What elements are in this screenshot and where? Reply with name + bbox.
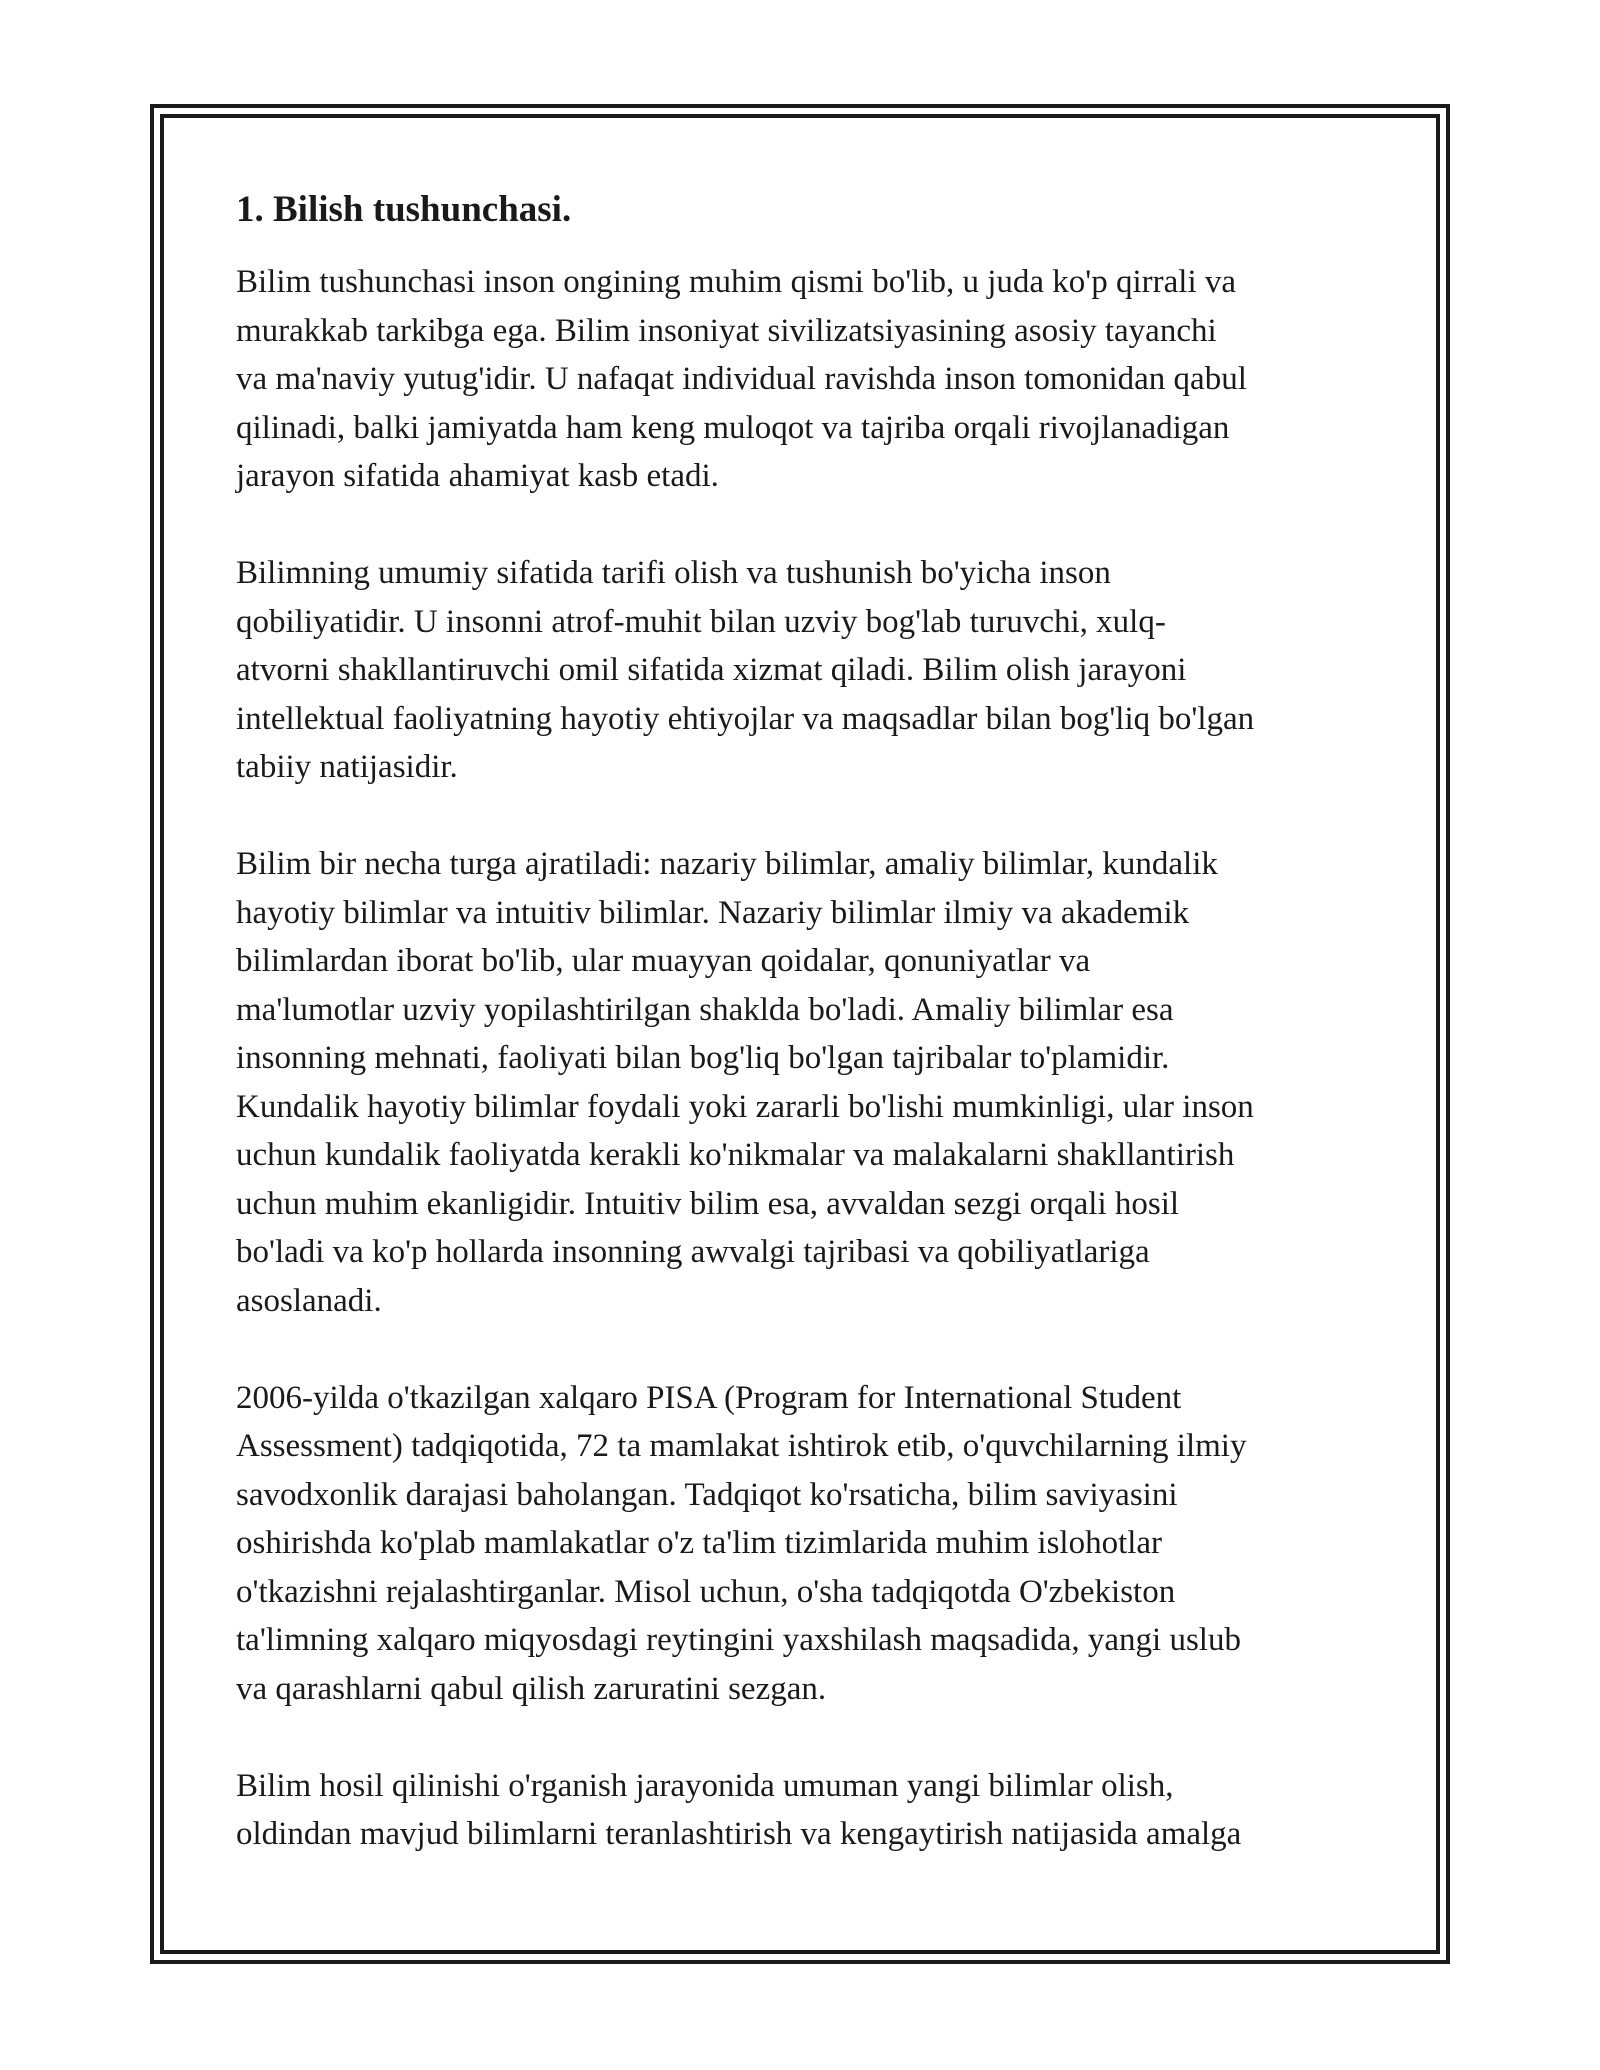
paragraph-5: Bilim hosil qilinishi o'rganish jarayonida umuman yangi bilimlar olish, oldindan mavjud bilimlarni teranlashtirish va kengaytirish natijasida amalga: [236, 1767, 1242, 1852]
paragraph-4: 2006-yilda o'tkazilgan xalqaro PISA (Program for International Student Assessment) tadqiqotida, 72 ta mamlakat ishtirok etib, o'quvchilarning ilmiy savodxonlik darajasi baholangan. Tadqiqot ko'rsaticha, bilim saviyasini oshirishda ko'plab mamlakatlar o'z ta'lim tizimlarida muhim islohotlar o'tkazishni rejalashtirganlar. Misol uchun, o'sha tadqiqotda O'zbekiston ta'limning xalqaro miqyosdagi reytingini yaxshilash maqsadida, yangi uslub va qarashlarni qabul qilish zaruratini sezgan.: [236, 1379, 1247, 1707]
section-heading: 1. Bilish tushunchasi.: [236, 189, 572, 230]
paragraph-3: Bilim bir necha turga ajratiladi: nazariy bilimlar, amaliy bilimlar, kundalik hayotiy bilimlar va intuitiv bilimlar. Nazariy bilimlar ilmiy va akademik bilimlardan iborat bo'lib, ular muayyan qoidalar, qonuniyatlar va ma'lumotlar uzviy yopilashtirilgan shaklda bo'ladi. Amaliy bilimlar esa insonning mehnati, faoliyati bilan bog'liq bo'lgan tajribalar to'plamidir. Kundalik hayotiy bilimlar foydali yoki zararli bo'lishi mumkinligi, ular inson uchun kundalik faoliyatda kerakli ko'nikmalar va malakalarni shakllantirish uchun muhim ekanligidir. Intuitiv bilim esa, avvaldan sezgi orqali hosil bo'ladi va ko'p hollarda insonning awvalgi tajribasi va qobiliyatlariga asoslanadi.: [236, 846, 1254, 1319]
paragraph-2: Bilimning umumiy sifatida tarifi olish va tushunish bo'yicha inson qobiliyatidir. U insonni atrof-muhit bilan uzviy bog'lab turuvchi, xulq- atvorni shakllantiruvchi omil sifatida xizmat qiladi. Bilim olish jarayoni intellektual faoliyatning hayotiy ehtiyojlar va maqsadlar bilan bog'liq bo'lgan tabiiy natijasidir.: [236, 555, 1255, 785]
document-body: [236, 186, 1376, 1907]
paragraph-1: Bilim tushunchasi inson ongining muhim qismi bo'lib, u juda ko'p qirrali va murakkab tarkibga ega. Bilim insoniyat sivilizatsiyasining asosiy tayanchi va ma'naviy yutug'idir. U nafaqat individual ravishda inson tomonidan qabul qilinadi, balki jamiyatda ham keng muloqot va tajriba orqali rivojlanadigan jarayon sifatida ahamiyat kasb etadi.: [236, 264, 1247, 494]
